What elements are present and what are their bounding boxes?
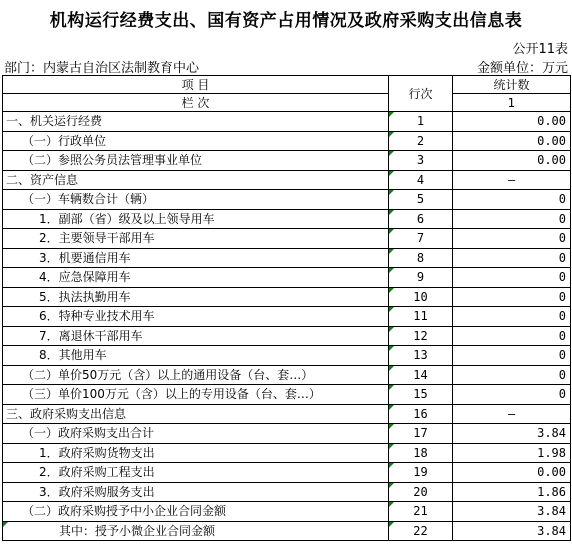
row-label: 1．副部（省）级及以上领导用车 bbox=[3, 209, 389, 229]
row-number: 3 bbox=[389, 151, 453, 171]
report-title: 机构运行经费支出、国有资产占用情况及政府采购支出信息表 bbox=[49, 11, 523, 31]
header-stat-col: 1 bbox=[453, 94, 571, 112]
row-label: （二）政府采购授予中小企业合同金额 bbox=[3, 502, 389, 522]
cell-marker-icon bbox=[389, 502, 394, 507]
row-value: 0 bbox=[453, 307, 571, 327]
row-value: 0.00 bbox=[453, 131, 571, 151]
row-label: 2．主要领导干部用车 bbox=[3, 229, 389, 249]
row-value: — bbox=[453, 404, 571, 424]
row-number: 13 bbox=[389, 346, 453, 366]
table-row bbox=[3, 346, 571, 366]
row-number: 4 bbox=[389, 170, 453, 190]
row-number: 19 bbox=[389, 463, 453, 483]
row-number: 18 bbox=[389, 443, 453, 463]
table-row bbox=[3, 248, 571, 268]
row-value: 0.00 bbox=[453, 112, 571, 132]
row-number: 22 bbox=[389, 521, 453, 541]
table-row bbox=[3, 463, 571, 483]
header-stat: 统计数 bbox=[453, 76, 571, 94]
row-value: 0 bbox=[453, 365, 571, 385]
row-label: 4．应急保障用车 bbox=[3, 268, 389, 288]
row-label: 5．执法执勤用车 bbox=[3, 287, 389, 307]
table-row bbox=[3, 326, 571, 346]
row-label: （二）单价50万元（含）以上的通用设备（台、套…） bbox=[3, 365, 389, 385]
table-row bbox=[3, 287, 571, 307]
table-row bbox=[3, 229, 571, 249]
report-table bbox=[2, 75, 571, 541]
row-label: （一）车辆数合计（辆） bbox=[3, 190, 389, 210]
row-number: 5 bbox=[389, 190, 453, 210]
table-row bbox=[3, 112, 571, 132]
table-row bbox=[3, 151, 571, 171]
row-number: 21 bbox=[389, 502, 453, 522]
row-value: 0 bbox=[453, 268, 571, 288]
table-row bbox=[3, 385, 571, 405]
header-row-2 bbox=[3, 94, 571, 112]
form-number: 公开11表 bbox=[512, 42, 568, 57]
row-number: 9 bbox=[389, 268, 453, 288]
row-label: （二）参照公务员法管理事业单位 bbox=[3, 151, 389, 171]
row-value: 0 bbox=[453, 209, 571, 229]
table-row bbox=[3, 482, 571, 502]
cell-marker-icon bbox=[389, 229, 394, 234]
cell-marker-icon bbox=[389, 424, 394, 429]
row-label: （一）行政单位 bbox=[3, 131, 389, 151]
table-row bbox=[3, 131, 571, 151]
table-row bbox=[3, 443, 571, 463]
row-number: 1 bbox=[389, 112, 453, 132]
cell-marker-icon bbox=[389, 249, 394, 254]
row-label: （一）政府采购支出合计 bbox=[3, 424, 389, 444]
row-number: 8 bbox=[389, 248, 453, 268]
row-value: 0 bbox=[453, 326, 571, 346]
table-row bbox=[3, 209, 571, 229]
cell-marker-icon bbox=[389, 171, 394, 176]
cell-marker-icon bbox=[389, 405, 394, 410]
table-row bbox=[3, 521, 571, 541]
amount-unit-label: 金额单位：万元 bbox=[476, 61, 568, 76]
cell-marker-icon bbox=[389, 307, 394, 312]
header-column: 栏 次 bbox=[3, 94, 389, 112]
row-label: 8．其他用车 bbox=[3, 346, 389, 366]
row-label: （三）单价100万元（含）以上的专用设备（台、套…） bbox=[3, 385, 389, 405]
cell-marker-icon bbox=[389, 366, 394, 371]
row-number: 16 bbox=[389, 404, 453, 424]
table-row bbox=[3, 190, 571, 210]
row-value: 0 bbox=[453, 248, 571, 268]
row-value: 1.86 bbox=[453, 482, 571, 502]
cell-marker-icon bbox=[389, 463, 394, 468]
row-number: 12 bbox=[389, 326, 453, 346]
cell-marker-icon bbox=[389, 132, 394, 137]
cell-marker-icon bbox=[3, 522, 8, 527]
row-value: 0 bbox=[453, 229, 571, 249]
row-label: 3．政府采购服务支出 bbox=[3, 482, 389, 502]
table-row bbox=[3, 404, 571, 424]
cell-marker-icon bbox=[389, 346, 394, 351]
header-row-no: 行次 bbox=[389, 76, 453, 112]
cell-marker-icon bbox=[389, 288, 394, 293]
cell-marker-icon bbox=[389, 151, 394, 156]
table-row bbox=[3, 268, 571, 288]
row-number: 14 bbox=[389, 365, 453, 385]
table-row bbox=[3, 307, 571, 327]
row-label: 1．政府采购货物支出 bbox=[3, 443, 389, 463]
table-row bbox=[3, 170, 571, 190]
row-number: 10 bbox=[389, 287, 453, 307]
row-value: 0.00 bbox=[453, 151, 571, 171]
row-number: 20 bbox=[389, 482, 453, 502]
header-row-1 bbox=[3, 76, 571, 94]
row-value: 3.84 bbox=[453, 521, 571, 541]
cell-marker-icon bbox=[389, 522, 394, 527]
row-label: 3．机要通信用车 bbox=[3, 248, 389, 268]
row-value: 0 bbox=[453, 190, 571, 210]
row-label: 其中：授予小微企业合同金额 bbox=[3, 521, 389, 541]
header-item: 项 目 bbox=[3, 76, 389, 94]
table-row bbox=[3, 424, 571, 444]
row-value: 0.00 bbox=[453, 463, 571, 483]
row-label: 6．特种专业技术用车 bbox=[3, 307, 389, 327]
row-number: 15 bbox=[389, 385, 453, 405]
table-row bbox=[3, 502, 571, 522]
row-number: 7 bbox=[389, 229, 453, 249]
row-label: 2．政府采购工程支出 bbox=[3, 463, 389, 483]
row-value: 0 bbox=[453, 346, 571, 366]
row-value: 3.84 bbox=[453, 424, 571, 444]
cell-marker-icon bbox=[389, 385, 394, 390]
cell-marker-icon bbox=[389, 444, 394, 449]
table-row bbox=[3, 365, 571, 385]
row-label: 三、政府采购支出信息 bbox=[3, 404, 389, 424]
row-label: 7．离退休干部用车 bbox=[3, 326, 389, 346]
cell-marker-icon bbox=[389, 190, 394, 195]
row-value: 1.98 bbox=[453, 443, 571, 463]
cell-marker-icon bbox=[389, 210, 394, 215]
row-label: 二、资产信息 bbox=[3, 170, 389, 190]
row-value: 3.84 bbox=[453, 502, 571, 522]
row-label: 一、机关运行经费 bbox=[3, 112, 389, 132]
row-value: 0 bbox=[453, 287, 571, 307]
row-number: 11 bbox=[389, 307, 453, 327]
cell-marker-icon bbox=[389, 327, 394, 332]
row-value: 0 bbox=[453, 385, 571, 405]
cell-marker-icon bbox=[389, 112, 394, 117]
cell-marker-icon bbox=[389, 268, 394, 273]
cell-marker-icon bbox=[389, 483, 394, 488]
row-number: 17 bbox=[389, 424, 453, 444]
row-number: 6 bbox=[389, 209, 453, 229]
row-number: 2 bbox=[389, 131, 453, 151]
department-label: 部门：内蒙古自治区法制教育中心 bbox=[4, 61, 200, 76]
row-value: — bbox=[453, 170, 571, 190]
